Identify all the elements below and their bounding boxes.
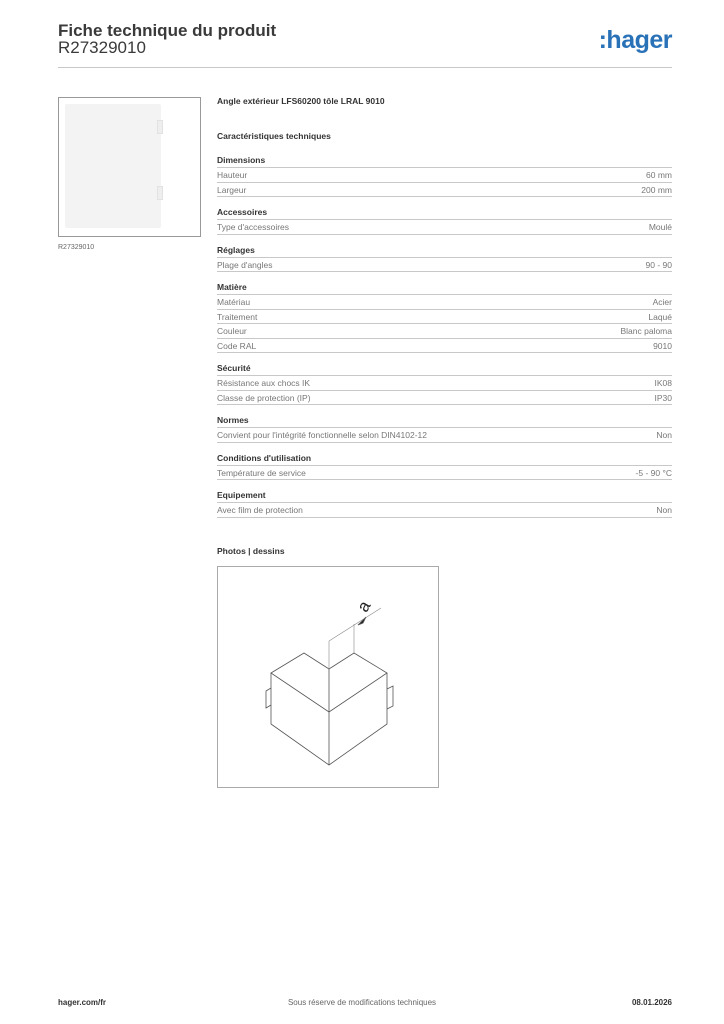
spec-row: [217, 310, 672, 325]
dimension-label: a: [353, 597, 375, 616]
image-caption: R27329010: [58, 244, 95, 251]
spec-label: Résistance aux chocs IK: [217, 378, 311, 388]
spec-row: [217, 295, 672, 310]
spec-value: 90 - 90: [645, 259, 672, 270]
spec-row: [217, 220, 672, 235]
spec-section: [217, 490, 672, 518]
spec-row: [217, 503, 672, 518]
spec-row: [217, 466, 672, 481]
spec-label: Matériau: [217, 297, 251, 307]
spec-value: Non: [656, 430, 672, 440]
spec-row: [217, 168, 672, 183]
technical-drawing: [217, 566, 439, 788]
product-name: Angle extérieur LFS60200 tôle LRAL 9010: [217, 96, 385, 106]
spec-section: [217, 245, 672, 273]
product-image: [58, 97, 201, 237]
product-reference: R27329010: [58, 38, 146, 57]
spec-value: Non: [656, 505, 672, 515]
product-tab: [157, 120, 163, 134]
section-heading: Dimensions: [217, 155, 672, 168]
specs-table: [217, 155, 672, 528]
section-heading: Accessoires: [217, 207, 672, 220]
corner-drawing: [218, 567, 440, 789]
spec-row: [217, 428, 672, 443]
footer-website[interactable]: hager.com/fr: [58, 998, 107, 1007]
spec-label: Code RAL: [217, 340, 257, 351]
spec-label: Type d'accessoires: [217, 222, 290, 232]
spec-row: [217, 376, 672, 391]
section-heading: Equipement: [217, 490, 672, 503]
spec-value: Moulé: [648, 222, 672, 232]
spec-label: Avec film de protection: [217, 505, 303, 515]
spec-label: Traitement: [217, 311, 258, 322]
spec-section: [217, 453, 672, 481]
section-heading: Réglages: [217, 245, 672, 258]
footer-notice: Sous réserve de modifications techniques: [287, 998, 437, 1007]
section-heading: Sécurité: [217, 363, 672, 376]
spec-value: Acier: [652, 297, 672, 307]
footer-date: 08.01.2026: [631, 998, 672, 1007]
spec-value: IK08: [654, 378, 672, 388]
spec-section: [217, 155, 672, 197]
spec-section: [217, 282, 672, 353]
header-divider: [58, 67, 672, 68]
hager-logo: :hager: [598, 26, 672, 54]
spec-value: 9010: [653, 340, 672, 351]
spec-label: Hauteur: [217, 170, 248, 180]
spec-row: [217, 183, 672, 198]
spec-row: [217, 339, 672, 354]
product-tab: [157, 186, 163, 200]
spec-row: [217, 324, 672, 339]
spec-value: 60 mm: [646, 170, 672, 180]
section-heading: Normes: [217, 415, 672, 428]
spec-label: Classe de protection (IP): [217, 392, 311, 403]
spec-value: IP30: [654, 392, 672, 403]
spec-section: [217, 415, 672, 443]
spec-value: Laqué: [648, 311, 672, 322]
spec-label: Largeur: [217, 184, 247, 195]
page-title: Fiche technique du produit: [58, 21, 277, 40]
spec-value: 200 mm: [641, 184, 672, 195]
spec-label: Convient pour l'intégrité fonctionnelle selon DIN4102-12: [217, 430, 428, 440]
characteristics-title: Caractéristiques techniques: [217, 131, 331, 141]
spec-label: Plage d'angles: [217, 259, 273, 270]
section-heading: Conditions d'utilisation: [217, 453, 672, 466]
spec-label: Couleur: [217, 326, 247, 336]
photos-title: Photos | dessins: [217, 546, 285, 556]
section-heading: Matière: [217, 282, 672, 295]
spec-section: [217, 363, 672, 405]
product-photo: [65, 104, 161, 228]
spec-value: Blanc paloma: [620, 326, 672, 336]
spec-label: Température de service: [217, 467, 306, 478]
spec-row: [217, 258, 672, 273]
spec-section: [217, 207, 672, 235]
spec-row: [217, 391, 672, 406]
spec-value: -5 - 90 °C: [635, 467, 672, 478]
